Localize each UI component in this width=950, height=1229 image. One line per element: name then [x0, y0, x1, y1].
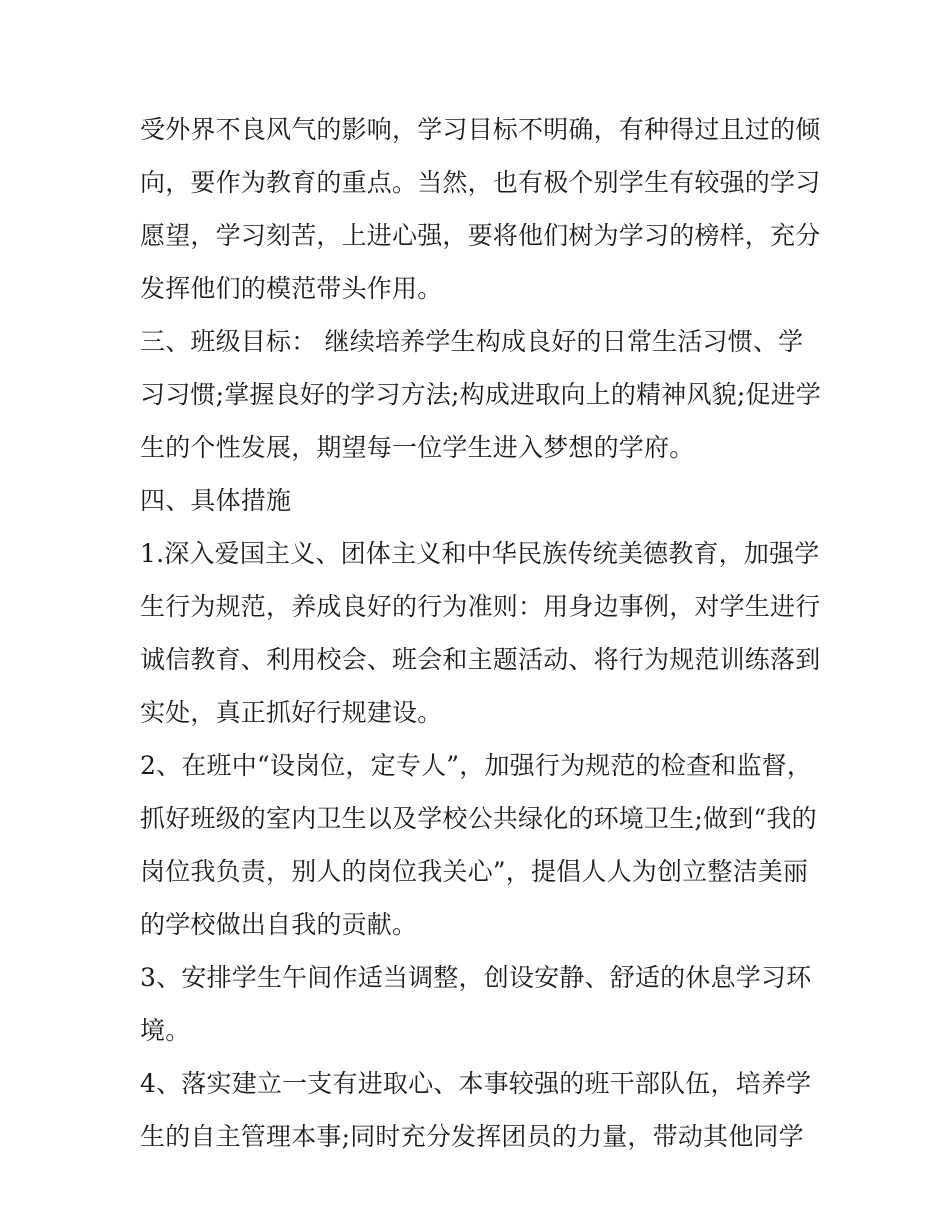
text-line: 受外界不良风气的影响，学习目标不明确，有种得过且过的倾: [140, 115, 821, 144]
list-item-line: 3、安排学生午间作适当调整，创设安静、舒适的休息学习环: [140, 963, 812, 992]
list-item-line: 2、在班中“设岗位，定专人”，加强行为规范的检查和监督，: [140, 751, 813, 780]
text-line: 的学校做出自我的贡献。: [140, 910, 418, 939]
text-line: 生的个性发展，期望每一位学生进入梦想的学府。: [140, 433, 695, 462]
text-line: 境。: [140, 1016, 191, 1045]
text-line: 生行为规范，养成良好的行为准则：用身边事例，对学生进行: [140, 592, 821, 621]
list-item-line: 4、落实建立一支有进取心、本事较强的班干部队伍，培养学: [140, 1069, 812, 1098]
section-heading-line: 三、班级目标： 继续培养学生构成良好的日常生活习惯、学: [140, 327, 804, 356]
text-line: 生的自主管理本事;同时充分发挥团员的力量，带动其他同学: [140, 1122, 804, 1151]
text-line: 发挥他们的模范带头作用。: [140, 274, 443, 303]
document-body: [140, 103, 820, 1163]
text-line: 实处，真正抓好行规建设。: [140, 698, 443, 727]
text-line: 向，要作为教育的重点。当然，也有极个别学生有较强的学习: [140, 168, 821, 197]
text-line: 抓好班级的室内卫生以及学校公共绿化的环境卫生;做到“我的: [140, 804, 817, 833]
section-heading: 四、具体措施: [140, 486, 292, 515]
text-line: 习习惯;掌握良好的学习方法;构成进取向上的精神风貌;促进学: [140, 380, 822, 409]
list-item-line: 1.深入爱国主义、团体主义和中华民族传统美德教育，加强学: [140, 539, 820, 568]
text-line: 诚信教育、利用校会、班会和主题活动、将行为规范训练落到: [140, 645, 821, 674]
text-line: 愿望，学习刻苦，上进心强，要将他们树为学习的榜样，充分: [140, 221, 821, 250]
text-line: 岗位我负责，别人的岗位我关心”，提倡人人为创立整洁美丽: [140, 857, 809, 886]
